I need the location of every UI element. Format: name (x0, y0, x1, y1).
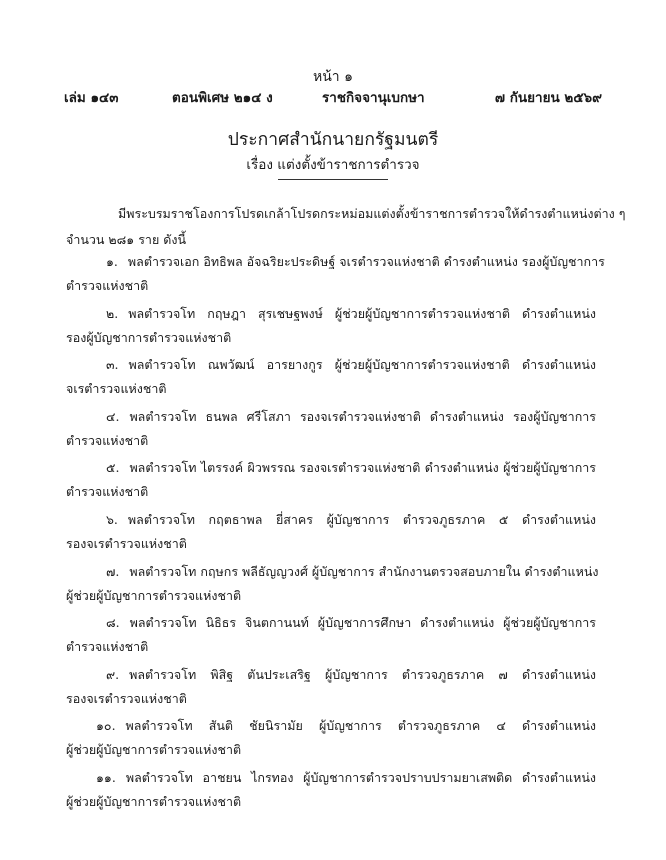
appointment-item-line-1 (96, 772, 596, 785)
appointment-item-number: ๘. (106, 615, 120, 631)
appointment-item-text: พลตำรวจโท พิสิฐ ตันประเสริฐ ผู้บัญชาการ ตำรวจภูธรภาค ๗ ดำรงตำแหน่ง (129, 666, 596, 682)
appointment-item-line-1 (106, 563, 599, 579)
appointment-item-text: พลตำรวจโท กฤตธาพล ยี่สาคร ผู้บัญชาการ ตำรวจภูธรภาค ๕ ดำรงตำแหน่ง (127, 512, 596, 527)
announcement-subject: เรื่อง แต่งตั้งข้าราชการตำรวจ (246, 157, 420, 173)
appointment-item-text: พลตำรวจโท สันติ ชัยนิรามัย ผู้บัญชาการ ตำรวจภูธรภาค ๔ ดำรงตำแหน่ง (125, 718, 596, 734)
appointment-item-line-2: รองจเรตำรวจแห่งชาติ (66, 536, 187, 551)
appointment-item-number: ๕. (106, 460, 120, 476)
appointment-item-line-2: ผู้ช่วยผู้บัญชาการตำรวจแห่งชาติ (66, 742, 242, 758)
appointment-item-line-2: ผู้ช่วยผู้บัญชาการตำรวจแห่งชาติ (66, 794, 242, 809)
appointment-item-number: ๖. (106, 512, 118, 527)
appointment-item-line-2: รองผู้บัญชาการตำรวจแห่งชาติ (66, 329, 232, 345)
appointment-item-line-2: ตำรวจแห่งชาติ (66, 432, 149, 448)
appointment-item-number: ๙. (106, 666, 120, 682)
section-label: ตอนพิเศษ ๒๑๔ ง (172, 90, 273, 106)
intro-line-1: มีพระบรมราชโองการโปรดเกล้าโปรดกระหม่อมแต่งตั้งข้าราชการตำรวจให้ดำรงตำแหน่งต่าง ๆ (118, 206, 626, 221)
intro-line-2: จำนวน ๒๘๑ ราย ดังนี้ (66, 232, 187, 247)
appointment-item-line-2: รองจเรตำรวจแห่งชาติ (66, 690, 187, 706)
appointment-item-number: ๒. (106, 305, 119, 321)
appointment-item-number: ๗. (106, 563, 120, 579)
appointment-item-line-2: ตำรวจแห่งชาติ (66, 639, 149, 655)
appointment-item-text: พลตำรวจโท กฤษฎา สุรเชษฐพงษ์ ผู้ช่วยผู้บัญชาการตำรวจแห่งชาติ ดำรงตำแหน่ง (128, 305, 596, 321)
appointment-item-line-2: ผู้ช่วยผู้บัญชาการตำรวจแห่งชาติ (66, 587, 242, 603)
appointment-item-text: พลตำรวจโท ไตรรงค์ ผิวพรรณ รองจเรตำรวจแห่งชาติ ดำรงตำแหน่ง ผู้ช่วยผู้บัญชาการ (129, 460, 596, 476)
publication-date: ๗ กันยายน ๒๕๖๙ (494, 90, 602, 106)
appointment-item-line-1 (106, 617, 596, 630)
appointment-item-line-1 (106, 359, 596, 372)
volume-label: เล่ม ๑๔๓ (64, 90, 119, 106)
title-divider (278, 179, 388, 180)
appointment-item-number: ๑๑. (96, 770, 116, 785)
appointment-item-line-1 (106, 254, 605, 269)
appointment-item-line-1 (106, 305, 596, 321)
gazette-name: ราชกิจจานุเบกษา (322, 90, 425, 106)
announcement-title: ประกาศสำนักนายกรัฐมนตรี (227, 130, 439, 150)
appointment-item-line-2: จเรตำรวจแห่งชาติ (66, 381, 167, 397)
appointment-item-text: พลตำรวจโท อาชยน ไกรทอง ผู้บัญชาการตำรวจปราบปรามยาเสพติด ดำรงตำแหน่ง (125, 770, 596, 785)
appointment-item-number: ๑. (106, 254, 118, 269)
appointment-item-text: พลตำรวจโท ณพวัฒน์ อารยางกูร ผู้ช่วยผู้บัญชาการตำรวจแห่งชาติ ดำรงตำแหน่ง (128, 357, 596, 373)
appointment-item-line-2: ตำรวจแห่งชาติ (66, 278, 149, 293)
appointment-item-line-1 (106, 462, 596, 475)
appointment-item-line-1 (106, 514, 596, 527)
appointment-item-line-1 (106, 666, 596, 682)
appointment-item-text: พลตำรวจโท นิธิธร จินตกานนท์ ผู้บัญชาการศึกษา ดำรงตำแหน่ง ผู้ช่วยผู้บัญชาการ (129, 615, 596, 631)
appointment-item-line-1 (96, 720, 596, 733)
page-number: หน้า ๑ (313, 69, 353, 85)
appointment-item-line-1 (106, 408, 596, 424)
appointment-item-number: ๓. (106, 357, 119, 373)
appointment-item-number: ๑๐. (96, 718, 116, 734)
appointment-item-line-2: ตำรวจแห่งชาติ (66, 484, 149, 500)
appointment-item-text: พลตำรวจโท ธนพล ศรีโสภา รองจเรตำรวจแห่งชาติ ดำรงตำแหน่ง รองผู้บัญชาการ (129, 408, 596, 424)
appointment-item-number: ๔. (106, 408, 120, 424)
appointment-item-text: พลตำรวจเอก อิทธิพล อัจฉริยะประดิษฐ์ จเรตำรวจแห่งชาติ ดำรงตำแหน่ง รองผู้บัญชาการ (127, 254, 605, 269)
appointment-item-text: พลตำรวจโท กฤษกร พลีธัญญวงศ์ ผู้บัญชาการ สำนักงานตรวจสอบภายใน ดำรงตำแหน่ง (129, 563, 599, 579)
